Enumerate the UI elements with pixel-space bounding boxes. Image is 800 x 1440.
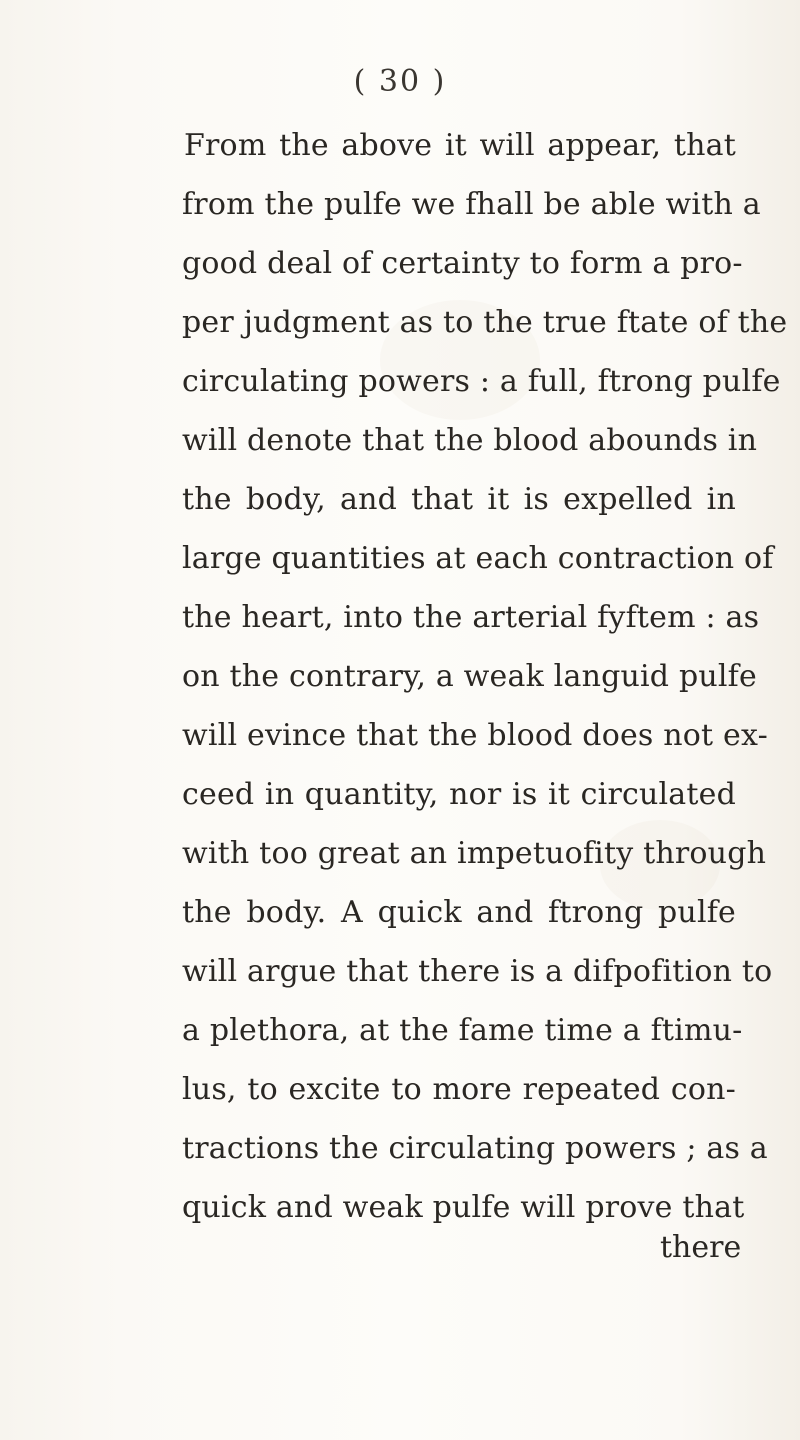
text-line: the heart, into the arterial fyftem : as xyxy=(182,600,760,635)
catchword: there xyxy=(660,1230,742,1265)
text-line: ceed in quantity, nor is it circulated xyxy=(182,777,736,812)
text-line: large quantities at each contraction of xyxy=(182,541,774,576)
text-line: tractions the circulating powers ; as a xyxy=(182,1131,768,1166)
text-line: From the above it will appear, that xyxy=(184,128,736,163)
text-line: per judgment as to the true ftate of the xyxy=(182,305,788,340)
text-line: will evince that the blood does not ex- xyxy=(182,718,768,753)
page-number: ( 30 ) xyxy=(353,64,447,99)
text-line: good deal of certainty to form a pro- xyxy=(182,246,743,281)
text-line: the body. A quick and ftrong pulfe xyxy=(182,895,736,930)
text-line: will argue that there is a difpofition to xyxy=(182,954,773,989)
text-line: a plethora, at the fame time a ftimu- xyxy=(182,1013,743,1048)
text-line: on the contrary, a weak languid pulfe xyxy=(182,659,757,694)
text-line: from the pulfe we fhall be able with a xyxy=(182,187,761,222)
text-line: will denote that the blood abounds in xyxy=(182,423,758,458)
text-line: the body, and that it is expelled in xyxy=(182,482,736,517)
text-line: lus, to excite to more repeated con- xyxy=(182,1072,736,1107)
text-line: quick and weak pulfe will prove that xyxy=(182,1190,745,1225)
text-line: with too great an impetuofity through xyxy=(182,836,767,871)
text-line: circulating powers : a full, ftrong pulfe xyxy=(182,364,781,399)
